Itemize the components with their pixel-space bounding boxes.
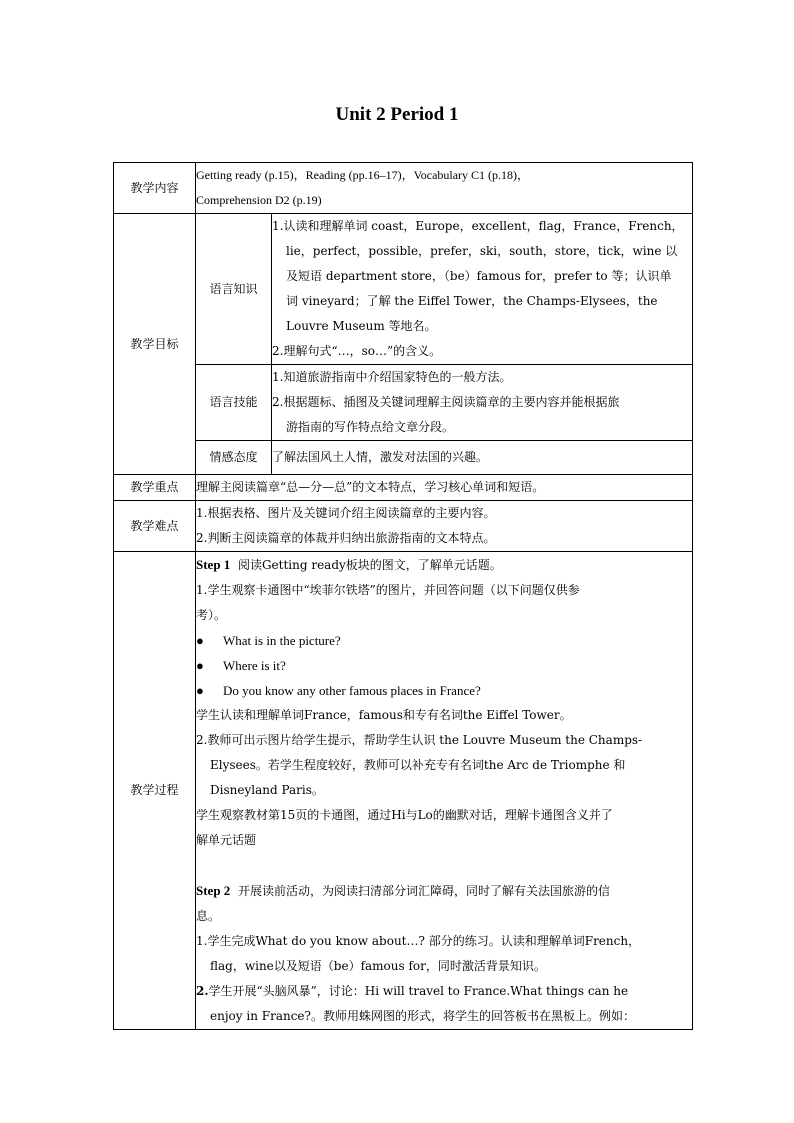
- attitude: [272, 441, 693, 475]
- label-teaching-content: 教学内容: [114, 163, 196, 214]
- process-text: 学生开展“头脑风暴”，讨论：Hi will travel to France.What things can he: [208, 984, 629, 998]
- bullet-icon: ●: [196, 658, 204, 673]
- blank-line: [196, 853, 692, 878]
- step1-heading: [196, 552, 692, 578]
- row-language-skills: [114, 365, 693, 441]
- row-attitude: [114, 441, 693, 475]
- key-points-line: 理解主阅读篇章“总—分—总”的文本特点，学习核心单词和短语。: [196, 480, 545, 494]
- content-line: Getting ready (p.15)，Reading (pp.16–17)，Vocabulary C1 (p.18)，: [196, 168, 530, 182]
- label-attitude: 情感态度: [196, 441, 272, 475]
- process-line: enjoy in France?。教师用蛛网图的形式，将学生的回答板书在黑板上。例如：: [210, 1009, 635, 1023]
- difficulty-line: 2.判断主阅读篇章的体裁并归纳出旅游指南的文本特点。: [196, 531, 496, 545]
- process-line: 解单元话题: [196, 833, 257, 847]
- question-item: [196, 653, 692, 678]
- process-line-item2: [196, 979, 692, 1004]
- content-line: Comprehension D2 (p.19): [196, 193, 322, 207]
- label-language-skills: 语言技能: [196, 365, 272, 441]
- row-language-knowledge: [114, 214, 693, 365]
- bullet-icon: ●: [196, 683, 204, 698]
- question-item: [196, 628, 692, 653]
- knowledge-line: 词 vineyard；了解 the Eiffel Tower，the Champs-Elysees，the: [286, 294, 658, 308]
- step2-text: 开展读前活动，为阅读扫清部分词汇障碍，同时了解有关法国旅游的信: [237, 884, 610, 898]
- knowledge-line: 2.理解句式“…，so…”的含义。: [272, 344, 442, 358]
- item-number: 2.: [196, 984, 209, 998]
- lesson-plan-table: [113, 162, 693, 1030]
- question-text: Do you know any other famous places in France?: [223, 683, 481, 698]
- process-line: flag，wine以及短语（be）famous for，同时激活背景知识。: [210, 959, 546, 973]
- label-language-knowledge: 语言知识: [196, 214, 272, 365]
- skills-line: 游指南的写作特点给文章分段。: [286, 420, 455, 434]
- process-line: 2.教师可出示图片给学生提示，帮助学生认识 the Louvre Museum the Champs-: [196, 733, 643, 747]
- process-line: Disneyland Paris。: [210, 783, 324, 797]
- page-title: Unit 2 Period 1: [335, 104, 459, 125]
- difficulties: [196, 501, 693, 552]
- row-process: [114, 552, 693, 1030]
- bullet-icon: ●: [196, 633, 204, 648]
- row-content: [114, 163, 693, 214]
- skills-line: 1.知道旅游指南中介绍国家特色的一般方法。: [272, 370, 512, 384]
- teaching-content: [196, 163, 693, 214]
- label-teaching-process: 教学过程: [114, 552, 196, 1030]
- step2-label: Step 2: [196, 883, 231, 898]
- teaching-process: [196, 552, 693, 1030]
- process-line: 1.学生观察卡通图中“埃菲尔铁塔”的图片，并回答问题（以下问题仅供参: [196, 583, 580, 597]
- knowledge-line: Louvre Museum 等地名。: [286, 319, 437, 333]
- key-points: [196, 475, 693, 501]
- attitude-line: 了解法国风土人情，激发对法国的兴趣。: [272, 450, 489, 464]
- process-line: 学生观察教材第15页的卡通图，通过Hi与Lo的幽默对话，理解卡通图含义并了: [196, 808, 613, 822]
- language-knowledge: [272, 214, 693, 365]
- process-line: 息。: [196, 909, 221, 923]
- step1-label: Step 1: [196, 557, 231, 572]
- step2-heading: [196, 878, 692, 904]
- difficulty-line: 1.根据表格、图片及关键词介绍主阅读篇章的主要内容。: [196, 506, 496, 520]
- question-item: [196, 678, 692, 703]
- language-skills: [272, 365, 693, 441]
- process-line: 学生认读和理解单词France，famous和专有名词the Eiffel Tower。: [196, 708, 572, 722]
- question-text: Where is it?: [223, 658, 286, 673]
- process-line: 考）。: [196, 608, 227, 622]
- skills-line: 2.根据题标、插图及关键词理解主阅读篇章的主要内容并能根据旅: [272, 395, 620, 409]
- knowledge-line: 及短语 department store，（be）famous for，prefer to 等；认识单: [286, 269, 672, 283]
- question-text: What is in the picture?: [223, 633, 341, 648]
- process-line: Elysees。若学生程度较好，教师可以补充专有名词the Arc de Triomphe 和: [210, 758, 626, 772]
- label-key-points: 教学重点: [114, 475, 196, 501]
- label-teaching-objectives: 教学目标: [114, 214, 196, 475]
- row-difficulties: [114, 501, 693, 552]
- label-difficulties: 教学难点: [114, 501, 196, 552]
- knowledge-line: 1.认读和理解单词 coast，Europe，excellent，flag，France，French，: [272, 219, 684, 233]
- row-key-points: [114, 475, 693, 501]
- step1-text: 阅读Getting ready板块的图文，了解单元话题。: [237, 558, 502, 572]
- knowledge-line: lie，perfect，possible，prefer，ski，south，store，tick，wine 以: [286, 244, 678, 258]
- process-line: 1.学生完成What do you know about…? 部分的练习。认读和理解单词French，: [196, 934, 641, 948]
